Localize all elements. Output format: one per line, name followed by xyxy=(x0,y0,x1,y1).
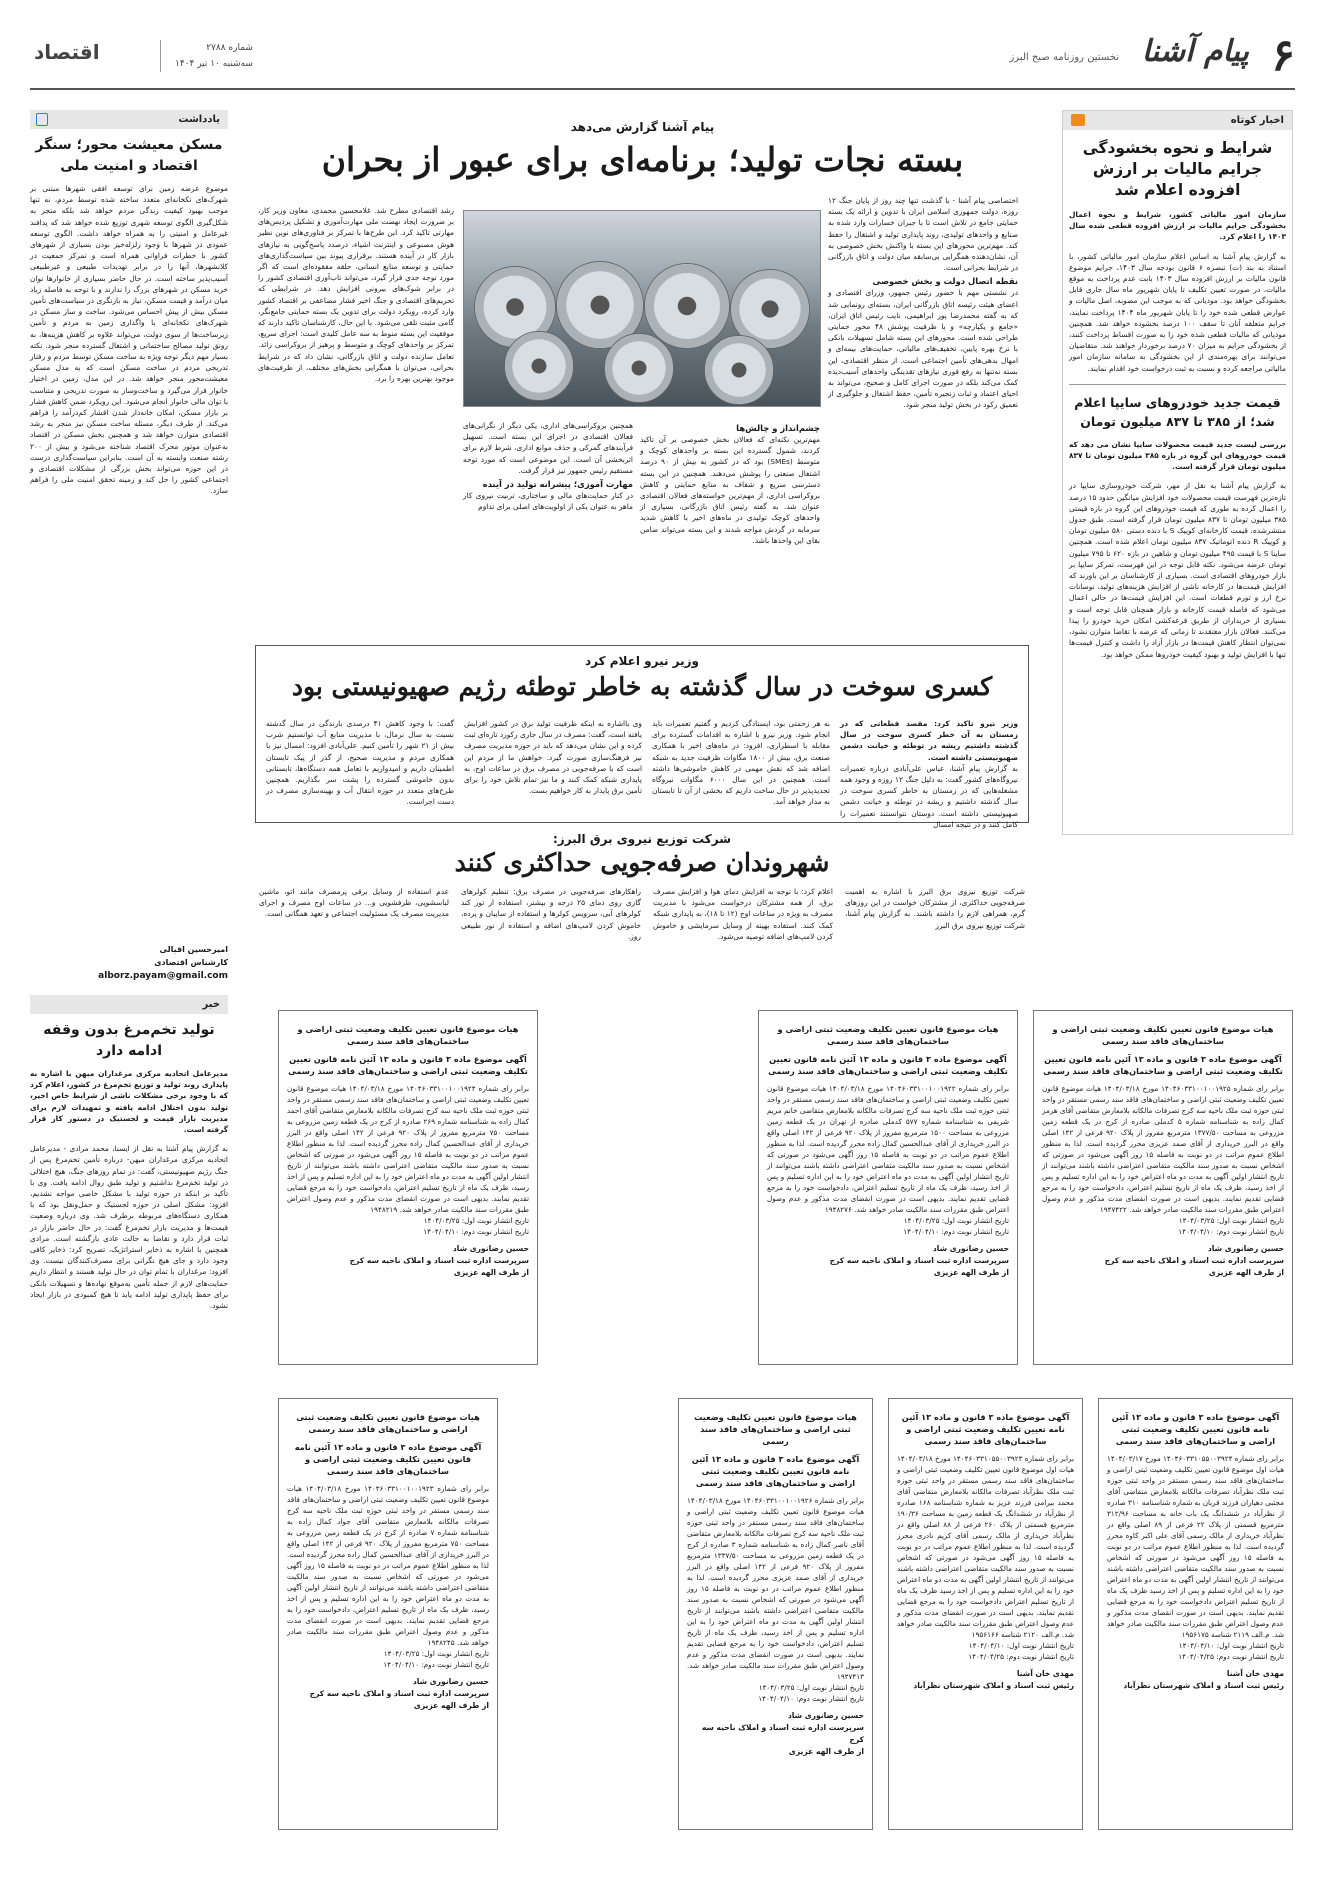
lead-story-text-1: اختصاصی پیام آشنا - با گذشت تنها چند روز از پایان جنگ ۱۲ روزه، دولت جمهوری اسلامی ایران با تدوین و ارائه یک بسته حمایتی جامع در تلاش است تا با جبران خسارات وارد شده به صنایع و واحدهای تولیدی، روند پایداری تولید و اشتغال را حفظ کند. مهم‌ترین محورهای این بسته با واکنش بخش خصوصی به آن، نشان‌دهنده همگرایی بی‌سابقه میان دولت و اتاق بازرگانی در شرایط بحرانی است. xyxy=(828,196,1018,273)
lead-story-text-3: همچنین بروکراسی‌های اداری، یکی دیگر از نگرانی‌های فعالان اقتصادی در اجرای این بسته است. تسهیل فرآیندهای گمرکی و حذف موانع اداری، شرط لازم برای اثربخشی آن است. این موضوعی است که مورد توجه مستقیم رئیس جمهور نیز قرار گرفت. xyxy=(463,421,633,475)
short-news-2-title: قیمت جدید خودروهای سایپا اعلام شد؛ از ۳۸۵ تا ۸۳۷ میلیون تومان xyxy=(1074,394,1281,429)
energy-story-col-4 xyxy=(266,718,454,818)
legal-ad-body: برابر رای شماره ۱۴۰۴۶۰۳۳۱۰۵۵۰۰۳۹۲۳ مورخ ۱۴۰۴/۰۳/۱۸ هیات اول موضوع قانون تعیین تکلیف وضعیت ثبتی اراضی و ساختمان‌های فاقد سند رسمی مستقر در واحد ثبتی حوزه ثبت ملک نظرآباد تصرفات مالکانه بلامعارض متقاضی آقای محمد بیرامی فرزند عزیز به شماره شناسنامه ۱۶۸ صادره از نظرآباد در ششدانگ یک قطعه زمین به مساحت ۱۹۰/۳۶ مترمربع قسمتی از پلاک ۲۶۰ فرعی از ۸۸ اصلی واقع در نظرآباد خریداری از مالک رسمی آقای کریم نادری محرز گردیده است. لذا به منظور اطلاع عموم مراتب در دو نوبت به فاصله ۱۵ روز آگهی می‌شود در صورتی که اشخاص نسبت به صدور سند مالکیت متقاضی اعتراضی داشته باشند می‌توانند از تاریخ انتشار اولین آگهی به مدت دو ماه اعتراض خود را به این اداره تسلیم و پس از اخذ رسید ظرف یک ماه از تاریخ تسلیم اعتراض دادخواست خود را به مرجع قضایی تقدیم نمایند. بدیهی است در صورت انقضای مدت مذکور و عدم وصول اعتراض طبق مقررات سند مالکیت صادر خواهد شد. م.الف ۲۱۲۰ شناسه ۱۹۵۶۱۶۶ xyxy=(897,1454,1074,1639)
legal-ad xyxy=(888,1398,1083,1830)
electric-story-text-2: اعلام کرد: با توجه به افزایش دمای هوا و افزایش مصرف برق، از همه مشترکان درخواست می‌شود با مدیریت مصرف به ویژه در ساعات اوج (۱۲ تا ۱۸)، به پایداری شبکه کمک کنند. استفاده بهینه از وسایل سرمایشی و خاموش کردن لامپ‌های اضافه توصیه می‌شود. xyxy=(653,887,833,941)
legal-ad-dates: تاریخ انتشار نوبت اول: ۱۴۰۴/۰۳/۲۵ تاریخ انتشار نوبت دوم: ۱۴۰۴/۰۴/۱۰ xyxy=(903,1216,1009,1236)
notes-role: کارشناس اقتصادی xyxy=(154,958,228,967)
energy-story-col-2 xyxy=(652,718,830,818)
legal-ad-title: آگهی موضوع ماده ۳ قانون و ماده ۱۳ آئین نامه قانون تعیین تکلیف وضعیت ثبتی اراضی و ساختمان‌های فاقد سند رسمی xyxy=(1111,1412,1280,1446)
news-lead: مدیرعامل اتحادیه مرکزی مرغداران میهن با اشاره به پایداری روند تولید و توزیع تخم‌مرغ در کشور، اعلام کرد که با وجود برخی مشکلات ناشی از شرایط خاص اخیر، تولید بدون اختلال ادامه یافته و تمهیدات لازم برای مدیریت بازار قیمت و لجستیک در دستور کار قرار گرفته است. xyxy=(30,1069,228,1135)
issue-number: شماره ۲۷۸۸ xyxy=(206,43,253,53)
legal-ad-body: برابر رای شماره ۱۴۰۴۶۰۳۳۱۰۰۱۰۰۱۹۲۵ مورخ ۱۴۰۴/۰۳/۱۸ هیات موضوع قانون تعیین تکلیف وضعیت ثبتی اراضی و ساختمان‌های فاقد سند رسمی مستقر در واحد ثبتی حوزه ثبت ملک ناحیه سه کرج تصرفات مالکانه بلامعارض متقاضی آقای هرمز کمال زاده به شناسنامه شماره ۵ کدملی صادره از کرج در یک قطعه زمین مزروعی به مساحت ۱۳۷۷/۵۰ مترمربع مفروز از پلاک ۹۲۰ فرعی از ۱۴۲ اصلی واقع در البرز خریداری از آقای صمد عزیزی محرز گردیده است. لذا به منظور اطلاع عموم مراتب در دو نوبت به فاصله ۱۵ روز آگهی می‌شود در صورتی که اشخاص نسبت به صدور سند مالکیت متقاضی اعتراضی داشته باشند می‌توانند از تاریخ انتشار اولین آگهی به مدت دو ماه اعتراض خود را به این اداره تسلیم و پس از اخذ رسید، ظرف یک ماه از تاریخ تسلیم اعتراض، دادخواست خود را به مرجع قضایی تقدیم نمایند. بدیهی است در صورت انقضای مدت مذکور و عدم وصول اعتراض طبق مقررات سند مالکیت صادر خواهد شد. ۱۹۴۷۴۲۲ xyxy=(1042,1084,1285,1214)
electric-story-kicker: شرکت توزیع نیروی برق البرز: xyxy=(552,832,731,846)
electric-story-col-1 xyxy=(845,886,1025,961)
legal-ad-title: هیات موضوع قانون تعیین تکلیف وضعیت ثبتی اراضی و ساختمان‌های فاقد سند رسمی xyxy=(297,1024,519,1046)
notes-email[interactable]: alborz.payam@gmail.com xyxy=(98,971,228,981)
news-body-wrap xyxy=(30,1143,228,1613)
lead-story-subhead-2: چشم‌انداز و چالش‌ها xyxy=(736,423,820,433)
legal-ad-signature: حسین رضانوری شاد سرپرست اداره ثبت اسناد و املاک ناحیه سه کرج از طرف الهه عزیزی xyxy=(1104,1244,1284,1277)
legal-ad-body: برابر رای شماره ۱۴۰۴۶۰۳۳۱۰۰۱۰۰۱۹۲۴ مورخ ۱۴۰۴/۰۳/۱۸ هیات موضوع قانون تعیین تکلیف وضعیت ثبتی اراضی و ساختمان‌های فاقد سند رسمی مستقر در واحد ثبتی حوزه ثبت ملک ناحیه سه کرج تصرفات مالکانه بلامعارض متقاضی آقای احمد کمال زاده به شناسنامه شماره ۲۶۹ صادره از کرج در یک قطعه زمین مزروعی به مساحت ۷۵۰ مترمربع مفروز از پلاک ۹۲۰ فرعی از ۱۴۲ اصلی واقع در البرز خریداری از آقای عبدالحسین کمال زاده محرز گردیده است. لذا به منظور اطلاع عموم مراتب در دو نوبت به فاصله ۱۵ روز آگهی می‌شود در صورتی که اشخاص نسبت به صدور سند مالکیت متقاضی اعتراضی داشته باشند می‌توانند از تاریخ انتشار اولین آگهی به مدت دو ماه اعتراض خود را به این اداره تسلیم و پس از اخذ رسید، ظرف یک ماه از تاریخ تسلیم اعتراض، دادخواست خود را به مرجع قضایی تقدیم نمایند. بدیهی است در صورت انقضای مدت مذکور و عدم وصول اعتراض طبق مقررات سند مالکیت صادر خواهد شد. ۱۹۴۸۲۱۹ xyxy=(287,1084,530,1214)
legal-ad-signature: حسین رضانوری شاد سرپرست اداره ثبت اسناد و املاک ناحیه سه کرج از طرف الهه عزیزی xyxy=(701,1711,864,1756)
energy-story-text-3: وی بااشاره به اینکه ظرفیت تولید برق در کشور افزایش یافته است، گفت: مصرف در سال جاری رکورد تازه‌ای ثبت کرده و این نشان می‌دهد که باید در حوزه مدیریت مصرف نیز فرهنگ‌سازی صورت گیرد. خواهش ما از مردم این است که با صرفه‌جویی در مصرف برق در ساعات اوج، به پایداری شبکه کمک کنند و ما نیز تمام تلاش خود را برای تأمین برق پایدار به کار خواهیم بست. xyxy=(464,719,642,796)
legal-ad-dates: تاریخ انتشار نوبت اول: ۱۴۰۴/۰۳/۲۵ تاریخ انتشار نوبت دوم: ۱۴۰۴/۰۴/۱۰ xyxy=(423,1216,529,1236)
short-news-column xyxy=(1062,110,1293,835)
energy-story-text-4: گفت: با وجود کاهش ۴۱ درصدی بارندگی در سال گذشته نسبت به سال نرمال، با مدیریت منابع آب توانستیم شرب بیش از ۲۱ شهر را تأمین کنیم. علی‌آبادی افزود: امسال نیز با همکاری مردم و مدیریت صحیح، از گذر از پیک تابستان اطمینان داریم و امیدواریم با تعامل همه دستگاه‌ها، تابستانی بدون خاموشی گسترده را پشت سر بگذاریم. همچنین طرح‌های متعدد در حوزه انتقال آب و بهینه‌سازی مصرف در دست اجراست. xyxy=(266,719,455,807)
lead-story-title: بسته نجات تولید؛ برنامه‌ای برای عبور از بحران xyxy=(321,140,964,179)
legal-ad-dates: تاریخ انتشار نوبت اول: ۱۴۰۴/۰۴/۱۰ تاریخ انتشار نوبت دوم: ۱۴۰۴/۰۴/۲۵ xyxy=(1178,1641,1284,1661)
legal-ad-signature: حسین رضانوری شاد سرپرست اداره ثبت اسناد و املاک ناحیه سه کرج از طرف الهه عزیزی xyxy=(829,1244,1009,1277)
energy-story-title: کسری سوخت در سال گذشته به خاطر توطئه رژیم صهیونیستی بود xyxy=(291,672,993,701)
energy-story-text-2: به هر زحمتی بود، ایستادگی کردیم و گفتیم تعمیرات باید انجام شود. وزیر نیرو با اشاره به اقدامات گسترده برای مقابله با اسطراری، افزود: در ماه‌های اخیر با همکاری صنعت برق، بیش از ۱۸۰۰ مگاوات ظرفیت جدید به شبکه اضافه شد که نقش مهمی در کاهش خاموشی‌ها داشته است. همچنین در این سال ۶۰۰۰ مگاوات نیروگاه تجدیدپذیر در حال ساخت داریم که بخشی از آن تا تابستان به مدار خواهد آمد. xyxy=(652,719,831,807)
legal-ad-title: هیات موضوع قانون تعیین تکلیف وضعیت ثبتی اراضی و ساختمان‌های فاقد سند رسمی xyxy=(694,1412,857,1446)
electric-story-col-4 xyxy=(259,886,449,961)
lead-story-text-1b: در نشستی مهم با حضور رئیس جمهور، وزرای اقتصادی و اعضای هیئت رئیسه اتاق بازرگانی ایران، بسته‌ای رونمایی شد که به گفته محمدرضا پور ابراهیمی، نایب رئیس اتاق ایران، «جامع و یکپارچه» و با ظرفیت پوشش ۴۸ محور حمایتی طراحی شده است. محورهای این بسته شامل تسهیلات بانکی با نرخ بهره پایین، تخفیف‌های مالیاتی، حمایت‌های بیمه‌ای و امهال بدهی‌های تأمین اجتماعی است. از منظر اقتصادی، این بسته نه‌تنها به رفع فوری نیازهای تقدینگی واحدهای آسیب‌دیده کمک می‌کند بلکه در صورت اجرای کامل و صحیح، می‌تواند به احیای اعتماد و ثبات زنجیره تأمین، حفظ اشتغال و جلوگیری از تعمیق رکود در بخش تولید منجر شود. xyxy=(828,288,1019,410)
notes-body: موضوع عرضه زمین برای توسعه افقی شهرها مبتنی بر شهرک‌های تکخانه‌ای متعدد ساخته شده توسط مردم، نه تنها موجب بهبود کیفیت زندگی مردم خواهد شد بلکه منجر به شکل‌گیری الگوی توسعه شهری توزیع شده خواهد شد که پدافند غیرعامل و امنیتی را به همراه خواهد داشت. الگوی توسعه عمودی در شهرها با وجود زلزله‌خیز بودن بسیاری از شهرهای کشور با خطرات فراوانی همراه است و تمرکز جمعیت در کلانشهرها، آنها را در برابر تهدیدات طبیعی و غیرطبیعی آسیب‌پذیر ساخته است. در حال حاضر بسیاری از خانوارها توان خرید مسکن در شهرهای بزرگ را ندارند و با توجه به فاصله زیاد میان درآمد و قیمت مسکن، نیاز به بازنگری در سیاست‌های تأمین مسکن بیش از پیش احساس می‌شود. ساخت و ساز مسکن در شهرک‌های تکخانه‌ای با واگذاری زمین به مردم و تأمین زیرساخت‌ها از سوی دولت، می‌تواند علاوه بر کاهش هزینه‌ها، به رونق تولید مصالح ساختمانی و اشتغال گسترده منجر شود. نکته بسیار مهم دیگر توجه ویژه به ساخت مسکن توسط مردم و رفتار تدریجی مردم در ساخت مسکن است که به مدل مسکن معیشت‌محور منجر خواهد شد. در این مدل، زمین در اختیار خانوار قرار می‌گیرد و ساخت‌وساز به صورت تدریجی و متناسب با توان مالی خانوار انجام می‌شود. این رویکرد ضمن کاهش فشار بر بازار مسکن، امکان خانه‌دار شدن اقشار کم‌درآمد را فراهم می‌کند. از طرف دیگر، مسئله ساخت مسکن نیز منجر به رشد اقتصادی متوازن خواهد شد و همچنین بخش مسکن در اقتصاد به‌عنوان موتور محرک اقتصاد شناخته می‌شود و بیش از ۲۰۰ رشته صنعت وابسته به آن است. بنابراین سیاست‌گذاری درست در این حوزه می‌تواند بخش بزرگی از مشکلات اقتصادی و اجتماعی کشور را حل کند و زمینه تحقق امنیت ملی را فراهم سازد. xyxy=(30,184,228,496)
legal-ad-dates: تاریخ انتشار نوبت اول: ۱۴۰۴/۰۳/۲۵ تاریخ انتشار نوبت دوم: ۱۴۰۴/۰۴/۱۰ xyxy=(383,1649,489,1669)
energy-story-lead: وزیر نیرو تاکید کرد: مقصد قطعاتی که در زمستان به آن خطر کسری سوخت در سال گذشته داشتیم ریشه در توطئه و خیانت دشمن صهیونیستی داشته است. xyxy=(840,719,1018,762)
megaphone-icon xyxy=(1071,114,1085,126)
notes-author: امیرحسین اقبالی xyxy=(159,945,228,954)
lead-story-text-3b: در کنار حمایت‌های مالی و ساختاری، تربیت نیروی کار ماهر به عنوان یکی از اولویت‌های اصلی برای تداوم xyxy=(463,491,633,512)
energy-story-box xyxy=(255,645,1029,829)
short-news-1-lead: سازمان امور مالیاتی کشور، شرایط و نحوه اعمال بخشودگی جرایم مالیات بر ارزش افزوده قطعی شده سال ۱۴۰۳ را اعلام کرد. xyxy=(1069,210,1286,242)
news-title: تولید تخم‌مرغ بدون وقفه ادامه دارد xyxy=(43,1022,215,1059)
short-news-1-title: شرایط و نحوه بخشودگی جرایم مالیات بر ارزش افزوده اعلام شد xyxy=(1082,139,1273,199)
lead-story-text-4: رشد اقتصادی مطرح شد. غلامحسین محمدی، معاون وزیر کار، بر ضرورت ایجاد نهضت ملی مهارت‌آموزی و تشکیل پردیس‌های مهارتی تاکید کرد. این طرح‌ها با تمرکز بر فناوری‌های نوین نظیر هوش مصنوعی و اینترنت اشیاء، درصدد پاسخ‌گویی به نیازهای بازار کار در آینده هستند. برقراری پیوند بین سیاست‌گذاری‌های حمایتی و توسعه منابع انسانی، حلقه مفقوده‌ای است که اگر مورد توجه جدی قرار گیرد، می‌تواند تاب‌آوری اقتصادی کشور را در برابر شوک‌های بیرونی افزایش دهد. در شرایطی که تحریم‌های اقتصادی و جنگ اخیر فشار مضاعفی بر اقتصاد کشور وارد کرده، رویکرد دولت برای تدوین یک بسته حمایتی جامع‌نگر، گامی مثبت تلقی می‌شود. با این حال، کارشناسان تاکید دارند که موفقیت این بسته منوط به سه عامل کلیدی است: اجرای سریع، تمرکز بر واحدهای کوچک و متوسط و پرهیز از بروکراسی زائد. تعامل سازنده دولت و اتاق بازرگانی، نشان داد که در شرایط بحرانی، می‌توان با همگرایی بخش‌های مختلف، از ظرفیت‌های موجود بهترین بهره را برد. xyxy=(258,206,454,384)
short-news-2-body: به گزارش پیام آشنا به نقل از مهر، شرکت خودروسازی سایپا در تازه‌ترین فهرست قیمت محصولات خود افزایش میانگین حدود ۱۵ درصد را اعمال کرده به طوری که قیمت خودروهای این گروه در بازه قیمتی ۳۸۵ میلیون تومان تا ۸۳۷ میلیون تومان قرار گرفته است. طبق جدول منتشرشده، قیمت کارخانه‌ای کوییک S با دنده دستی ۵۸۰ میلیون تومان و کوییک R دنده اتوماتیک ۸۳۷ میلیون تومان اعلام شده است. همچنین ساینا S با قیمت ۴۹۵ میلیون تومان و شاهین در بازه ۶۲۰ تا ۷۹۵ میلیون تومان عرضه می‌شود. نکته قابل توجه در این فهرست، تمرکز سایپا بر بازار خودروهای اقتصادی است. بسیاری از کارشناسان بر این باورند که افزایش قیمت‌ها در کارخانه ناشی از افزایش هزینه‌های تولید، نوسانات نرخ ارز و تورم قطعات است. این افزایش قیمت‌ها در حالی اعمال می‌شود که فاصله قیمت کارخانه و بازار همچنان قابل توجه است و بسیاری از خریداران از طریق قرعه‌کشی امکان خرید خودرو را پیدا می‌کنند. فعالان بازار معتقدند تا زمانی که عرضه با تقاضا متوازن نشود، نمی‌توان انتظار کاهش قیمت‌ها در بازار آزاد را داشت و کنترل قیمت‌ها تنها با افزایش تولید و بهبود کیفیت خودروها ممکن خواهد بود. xyxy=(1069,481,1287,659)
short-news-1-body: به گزارش پیام آشنا به اساس اعلام سازمان امور مالیاتی کشور، با استناد به بند (ت) تبصره ۶ قانون بودجه سال ۱۴۰۳، جرایم موضوع قانون مالیات بر ارزش افزوده سال ۱۴۰۳ بابت عدم پرداخت به موقع مالیات، در صورت تعیین تکلیف تا پایان شهریور ماه سال جاری قابل بخشودگی خواهد بود. مودیانی که به موجب این مصوبه، اصل مالیات و عوارض قطعی شده خود را تا پایان شهریور ماه ۱۴۰۴ پرداخت نمایند، جرایم متعلقه آنان تا سقف ۱۰۰ درصد بخشوده خواهد شد. همچنین مودیانی که مالیات قطعی شده خود را به صورت اقساط پرداخت کنند، از بخشودگی جرایم به میزان ۷۰ درصد برخوردار خواهند شد. متقاضیان می‌توانند برای بهره‌مندی از این بخشودگی به سامانه سازمان امور مالیاتی مراجعه کرده و نسبت به ثبت درخواست خود اقدام نمایند. xyxy=(1069,251,1286,373)
legal-ad-subtitle: آگهی موضوع ماده ۳ قانون و ماده ۱۳ آئین نامه قانون تعیین تکلیف وضعیت ثبتی اراضی و ساختمان‌های فاقد سند رسمی xyxy=(294,1442,482,1476)
legal-ad-body: برابر رای شماره ۱۴۰۴۶۰۳۳۱۰۰۱۰۰۱۹۲۳ مورخ ۱۴۰۴/۰۳/۱۸ هیات موضوع قانون تعیین تکلیف وضعیت ثبتی اراضی و ساختمان‌های فاقد سند رسمی مستقر در واحد ثبتی حوزه ثبت ملک ناحیه سه کرج تصرفات مالکانه بلامعارض متقاضی آقای جواد کمال زاده به شناسنامه شماره ۷ صادره از کرج در یک قطعه زمین مزروعی به مساحت ۷۵۰ مترمربع مفروز از پلاک ۹۲۰ فرعی از ۱۴۲ اصلی واقع در البرز خریداری از آقای عبدالحسین کمال زاده محرز گردیده است. لذا به منظور اطلاع عموم مراتب در دو نوبت به فاصله ۱۵ روز آگهی می‌شود در صورتی که اشخاص نسبت به صدور سند مالکیت متقاضی اعتراضی داشته باشند می‌توانند از تاریخ انتشار اولین آگهی به مدت دو ماه اعتراض خود را به این اداره تسلیم و پس از اخذ رسید، ظرف یک ماه از تاریخ تسلیم اعتراض، دادخواست خود را به مرجع قضایی تقدیم نمایند. بدیهی است در صورت انقضای مدت مذکور و عدم وصول اعتراض طبق مقررات سند مالکیت صادر خواهد شد. ۱۹۴۸۲۴۵ xyxy=(287,1484,490,1647)
electric-story-col-3 xyxy=(461,886,641,961)
lead-story-col-1 xyxy=(828,195,1018,625)
legal-ad xyxy=(1033,1010,1293,1365)
legal-ad xyxy=(758,1010,1018,1365)
page-number: ۶ xyxy=(1271,30,1295,81)
masthead xyxy=(30,30,1295,90)
short-news-2-lead: بررسی لیست جدید قیمت محصولات سایپا نشان می دهد که قیمت خودروهای این گروه در بازه ۳۸۵ میلیون تومان تا ۸۳۷ میلیون تومان قرار گرفته است. xyxy=(1069,439,1286,472)
legal-ad-signature: مهدی خان آشنا رئیس ثبت اسناد و املاک شهرستان نظرآباد xyxy=(913,1669,1074,1690)
issue-info xyxy=(160,40,253,72)
energy-story-text-1: به گزارش پیام آشنا، عباس علی‌آبادی درباره تعمیرات نیروگاه‌های کشور گفت: به دلیل جنگ ۱۲ روزه و وجود همه مشغله‌هایی که در زمستان به خاطر کسری سوخت در سال گذشته داشتیم و ریشه در توطئه و خیانت دشمن صهیونیستی داشته است. دوستان نتوانستند تعمیرات را کامل کنند و در نتیجه امسال xyxy=(840,763,1018,829)
legal-ad xyxy=(278,1398,498,1830)
electric-story-text-4: عدم استفاده از وسایل برقی پرمصرف مانند اتو، ماشین لباسشویی، ظرفشویی و... در ساعات اوج مصرف و اجرای مدیریت مصرف یک مسئولیت اجتماعی و تعهد همگانی است. xyxy=(259,887,449,919)
news-label: خبر xyxy=(202,999,220,1010)
news-header xyxy=(30,995,228,1014)
legal-ad-title: هیات موضوع قانون تعیین تکلیف وضعیت ثبتی اراضی و ساختمان‌های فاقد سند رسمی xyxy=(296,1412,480,1434)
electric-story-title: شهروندان صرفه‌جویی حداکثری کنند xyxy=(454,848,830,877)
lead-story-col-3 xyxy=(463,420,633,625)
notes-label: یادداشت xyxy=(178,114,220,125)
notes-title: مسکن معیشت محور؛ سنگر اقتصاد و امنیت ملی xyxy=(35,137,223,174)
legal-ad-body: برابر رای شماره ۱۴۰۴۶۰۳۳۱۰۰۱۰۰۱۹۲۲ مورخ ۱۴۰۴/۰۳/۱۸ هیات موضوع قانون تعیین تکلیف وضعیت ثبتی اراضی و ساختمان‌های فاقد سند رسمی مستقر در واحد ثبتی حوزه ثبت ملک ناحیه سه کرج تصرفات مالکانه بلامعارض متقاضی خانم مریم شریفی به شناسنامه شماره ۵۷۷ کدملی صادره از تهران در یک قطعه زمین مزروعی به مساحت ۱۵۰۰ مترمربع مفروز از پلاک ۹۲۰ فرعی از ۱۴۲ اصلی واقع در البرز خریداری از آقای عبدالحسین کمال زاده محرز گردیده است. لذا به منظور اطلاع عموم مراتب در دو نوبت به فاصله ۱۵ روز آگهی می‌شود در صورتی که اشخاص نسبت به صدور سند مالکیت متقاضی اعتراضی داشته باشند می‌توانند از تاریخ انتشار اولین آگهی به مدت دو ماه اعتراض خود را به این اداره تسلیم و پس از اخذ رسید، ظرف یک ماه از تاریخ تسلیم اعتراض، دادخواست خود را به مرجع قضایی تقدیم نمایند. بدیهی است در صورت انقضای مدت مذکور و عدم وصول اعتراض طبق مقررات سند مالکیت صادر خواهد شد. ۱۹۴۸۲۷۶ xyxy=(767,1084,1010,1214)
legal-ad-signature: مهدی خان آشنا رئیس ثبت اسناد و املاک شهرستان نظرآباد xyxy=(1123,1669,1284,1690)
energy-story-col-1 xyxy=(840,718,1018,829)
legal-ad xyxy=(1098,1398,1293,1830)
electric-story-text-3: راهکارهای صرفه‌جویی در مصرف برق: تنظیم کولرهای گازی روی دمای ۲۵ درجه و بیشتر، استفاده از تور کند کولرهای آبی، سرویس کولرها و استفاده از سایبان و پرده، خاموش کردن لامپ‌های اضافه و استفاده از نور طبیعی روز. xyxy=(461,887,641,941)
legal-ad-body: برابر رای شماره ۱۴۰۴۶۰۳۳۱۰۵۵۰۰۳۹۲۴ مورخ ۱۴۰۴/۰۳/۱۷ هیات اول موضوع قانون تعیین تکلیف وضعیت ثبتی اراضی و ساختمان‌های فاقد سند رسمی مستقر در واحد ثبتی حوزه ثبت ملک نظرآباد تصرفات مالکانه بلامعارض متقاضی آقای مجتبی دهیاران فرزند قربان به شماره شناسنامه ۳۱۰ صادره از نظرآباد در ششدانگ یک باب خانه به مساحت ۳۱۲/۹۶ مترمربع قسمتی از پلاک ۲۲ فرعی از ۸۹ اصلی واقع در نظرآباد خریداری از مالک رسمی آقای علی اکبر کاوه محرز گردیده است. لذا به منظور اطلاع عموم مراتب در دو نوبت به فاصله ۱۵ روز آگهی می‌شود در صورتی که اشخاص نسبت به صدور سند مالکیت متقاضی اعتراضی داشته باشند می‌توانند از تاریخ انتشار اولین آگهی به مدت دو ماه اعتراض خود را به این اداره تسلیم و پس از اخذ رسید ظرف یک ماه از تاریخ تسلیم اعتراض دادخواست خود را به مرجع قضایی تقدیم نمایند. بدیهی است در صورت انقضای مدت مذکور و عدم وصول اعتراض طبق مقررات سند مالکیت صادر خواهد شد. م.الف ۲۱۱۹ شناسه ۱۹۵۶۱۷۵ xyxy=(1107,1454,1284,1639)
legal-ad xyxy=(678,1398,873,1830)
legal-ad-subtitle: آگهی موضوع ماده ۳ قانون و ماده ۱۳ آئین نامه قانون تعیین تکلیف وضعیت ثبتی اراضی و ساختمان‌های فاقد سند رسمی xyxy=(1043,1054,1283,1076)
lead-story-subhead-1: نقطه اتصال دولت و بخش خصوصی xyxy=(872,276,1018,287)
news-body: به گزارش پیام آشنا به نقل از ایسنا، محمد مرادی - مدیرعامل اتحادیه مرکزی مرغداران میهن- درباره تأمین تخم‌مرغ پس از جنگ رژیم صهیونیستی، گفت: در تمام روزهای جنگ، هیچ اختلالی در تولید تخم‌مرغ نداشتیم و تولید طبق روال ادامه یافت. وی با تأکید بر اینکه در حوزه تولید با مشکل خاصی مواجه نشدیم، افزود: مشکل اصلی در حوزه لجستیک و حمل‌ونقل بود که با همکاری دستگاه‌های مربوطه برطرف شد. وی درباره وضعیت قیمت‌ها و مدیریت بازار تخم‌مرغ گفت: در حال حاضر بازار در ثبات قرار دارد و تقاضا به حالت عادی بازگشته است. مرادی همچنین با اشاره به ذخایر استراتژیک، تصریح کرد: ذخایر کافی وجود دارد و جای هیچ نگرانی برای مصرف‌کنندگان نیست. وی افزود: مرغداران با تمام توان در حال تولید هستند و انتظار داریم حمایت‌های لازم از جمله تأمین به‌موقع نهاده‌ها و تسهیلات بانکی برای حفظ پایداری تولید ادامه یابد تا هیچ کمبودی در بازار ایجاد نشود. xyxy=(30,1144,228,1311)
notepad-icon xyxy=(36,113,48,126)
notes-header xyxy=(30,110,228,129)
legal-ad-title: آگهی موضوع ماده ۳ قانون و ماده ۱۳ آئین نامه تعیین تکلیف وضعیت ثبتی اراضی و ساختمان‌های فاقد سند رسمی xyxy=(901,1412,1070,1446)
legal-ad-subtitle: آگهی موضوع ماده ۳ قانون و ماده ۱۳ آئین نامه قانون تعیین تکلیف وضعیت ثبتی اراضی و ساختمان‌های فاقد سند رسمی xyxy=(768,1054,1008,1076)
electric-story-col-2 xyxy=(653,886,833,961)
legal-ad-title: هیات موضوع قانون تعیین تکلیف وضعیت ثبتی اراضی و ساختمان‌های فاقد سند رسمی xyxy=(1052,1024,1274,1046)
notes-body-wrap xyxy=(30,183,228,933)
legal-ad-body: برابر رای شماره ۱۴۰۴۶۰۳۳۱۰۰۱۰۰۱۹۲۶ مورخ ۱۴۰۴/۰۳/۱۸ هیات موضوع قانون تعیین تکلیف وضعیت ثبتی اراضی و ساختمان‌های فاقد سند رسمی مستقر در واحد ثبتی حوزه ثبت ملک ناحیه سه کرج تصرفات مالکانه بلامعارض متقاضی آقای ناصر کمال زاده به شناسنامه شماره ۳ صادره از کرج در یک قطعه زمین مزروعی به مساحت ۱۳۳۷/۵۰ مترمربع مفروز از پلاک ۹۲۰ فرعی از ۱۴۲ اصلی واقع در البرز خریداری از آقای صمد عزیزی محرز گردیده است. لذا به منظور اطلاع عموم مراتب در دو نوبت به فاصله ۱۵ روز آگهی می‌شود در صورتی که اشخاص نسبت به صدور سند مالکیت متقاضی اعتراضی داشته باشند می‌توانند از تاریخ انتشار اولین آگهی به مدت دو ماه اعتراض خود را به این اداره تسلیم و پس از اخذ رسید، ظرف یک ماه از تاریخ تسلیم اعتراض، دادخواست خود را به مرجع قضایی تقدیم نمایند. بدیهی است در صورت انقضای مدت مذکور و عدم وصول اعتراض طبق مقررات سند مالکیت صادر خواهد شد. ۱۹۴۷۴۱۳ xyxy=(687,1496,864,1681)
lead-story-subhead-3: مهارت آموزی؛ پیشرانه تولید در آینده xyxy=(482,479,633,490)
newspaper-logo: پیام آشنا xyxy=(1141,34,1249,69)
electric-story xyxy=(255,832,1029,987)
legal-ad-signature: حسین رضانوری شاد سرپرست اداره ثبت اسناد و املاک ناحیه سه کرج از طرف الهه عزیزی xyxy=(309,1677,489,1710)
legal-ad-dates: تاریخ انتشار نوبت اول: ۱۴۰۴/۰۳/۲۵ تاریخ انتشار نوبت دوم: ۱۴۰۴/۰۴/۱۰ xyxy=(1178,1216,1284,1236)
energy-story-kicker: وزیر نیرو اعلام کرد xyxy=(584,654,700,668)
electric-story-text-1: شرکت توزیع نیروی برق البرز با اشاره به اهمیت صرفه‌جویی حداکثری، از مشترکان خواست در این روزهای گرم، همراهی لازم را داشته باشند. به گزارش پیام آشنا، شرکت توزیع نیروی برق البرز xyxy=(845,887,1025,930)
lead-story-kicker: پیام آشنا گزارش می‌دهد xyxy=(570,120,715,134)
short-news-header xyxy=(1063,111,1292,130)
lead-story-col-4 xyxy=(258,205,454,625)
section-name: اقتصاد xyxy=(34,40,100,64)
issue-date: سه‌شنبه ۱۰ تیر ۱۴۰۴ xyxy=(175,59,253,69)
legal-ad-dates: تاریخ انتشار نوبت اول: ۱۴۰۴/۰۳/۲۵ تاریخ انتشار نوبت دوم: ۱۴۰۴/۰۴/۱۰ xyxy=(758,1683,864,1703)
left-column xyxy=(30,110,228,1850)
steel-coils-photo xyxy=(463,210,821,407)
lead-story-header xyxy=(255,120,1030,180)
short-news-label: اخبار کوتاه xyxy=(1230,115,1284,126)
legal-ad xyxy=(278,1010,538,1365)
legal-ad-signature: حسین رضانوری شاد سرپرست اداره ثبت اسناد و املاک ناحیه سه کرج از طرف الهه عزیزی xyxy=(349,1244,529,1277)
legal-ad-title: هیات موضوع قانون تعیین تکلیف وضعیت ثبتی اراضی و ساختمان‌های فاقد سند رسمی xyxy=(777,1024,999,1046)
lead-story-text-2: مهم‌ترین نکته‌ای که فعالان بخش خصوصی بر آن تاکید کردند، شمول گسترده این بسته بر واحدهای کوچک و متوسط (SMEs) بود که در کشور به بیش از ۹۰ درصد اشتغال صنعتی را پوشش می‌دهند. همچنین در این بسته دسترسی سریع و شفاف به منابع حمایتی و کاهش بروکراسی اداری، از مهم‌ترین خواسته‌های فعالان اقتصادی عنوان شد. به گفته رئیس اتاق بازرگانی، بسیاری از واحدهای کوچک تولیدی در ماه‌های اخیر با کاهش شدید سرمایه در گردش مواجه شدند و این بسته می‌تواند ضامن بقای این واحدها باشد. xyxy=(640,435,820,545)
newspaper-tagline: نخستین روزنامه صبح البرز xyxy=(1009,52,1119,63)
legal-ad-subtitle: آگهی موضوع ماده ۳ قانون و ماده ۱۳ آئین نامه قانون تعیین تکلیف وضعیت ثبتی اراضی و ساختمان‌های فاقد سند رسمی xyxy=(691,1454,860,1488)
energy-story-col-3 xyxy=(464,718,642,818)
legal-ad-subtitle: آگهی موضوع ماده ۳ قانون و ماده ۱۳ آئین نامه قانون تعیین تکلیف وضعیت ثبتی اراضی و ساختمان‌های فاقد سند رسمی xyxy=(288,1054,528,1076)
lead-story-col-2 xyxy=(640,420,820,625)
legal-ad-dates: تاریخ انتشار نوبت اول: ۱۴۰۴/۰۴/۱۰ تاریخ انتشار نوبت دوم: ۱۴۰۴/۰۴/۲۵ xyxy=(968,1641,1074,1661)
